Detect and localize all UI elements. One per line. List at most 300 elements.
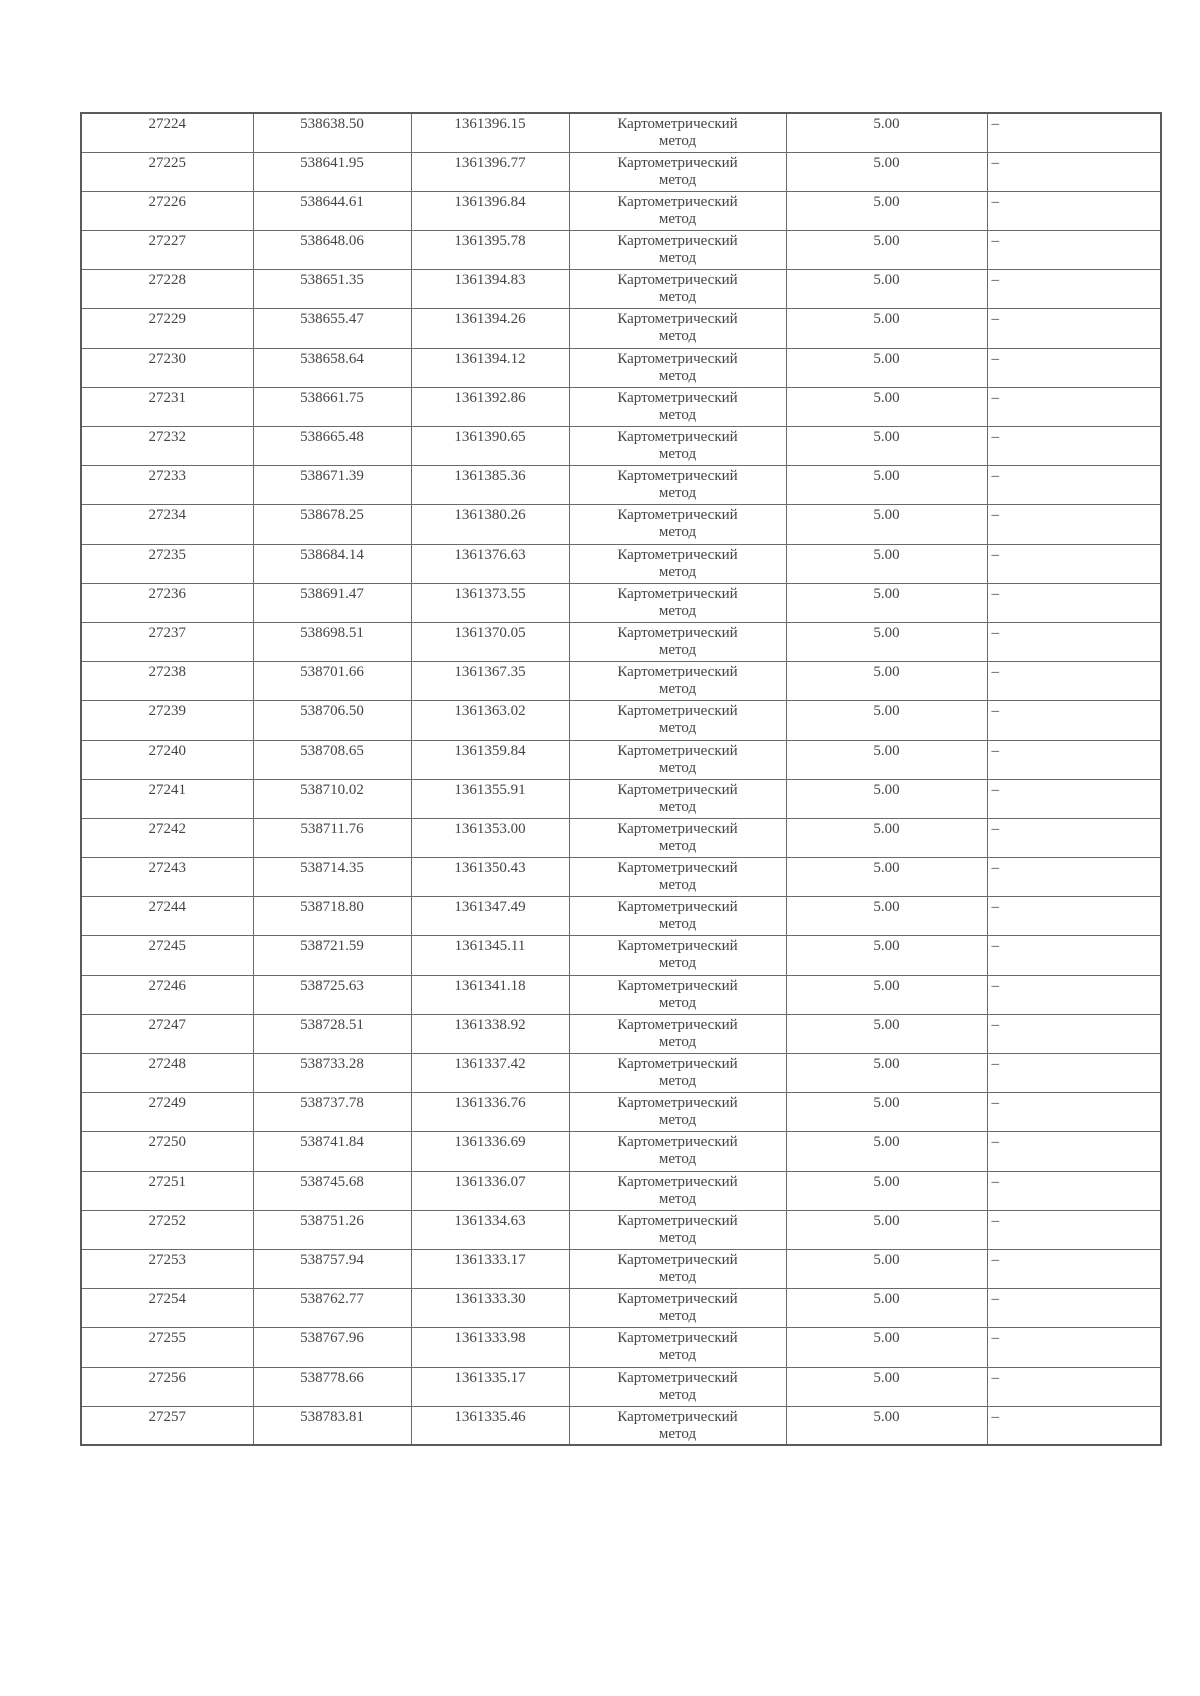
table-row — [81, 740, 1161, 779]
note-cell: – — [987, 191, 1161, 230]
note-cell: – — [987, 231, 1161, 270]
method-cell — [569, 936, 786, 975]
method-cell — [569, 1367, 786, 1406]
table-row — [81, 975, 1161, 1014]
note-cell: – — [987, 897, 1161, 936]
method-text-line: метод — [658, 1386, 697, 1403]
x-coordinate-cell: 538644.61 — [253, 191, 411, 230]
method-text-line: метод — [658, 250, 697, 267]
note-cell: – — [987, 1406, 1161, 1445]
x-coordinate-cell: 538708.65 — [253, 740, 411, 779]
accuracy-cell: 5.00 — [786, 1171, 987, 1210]
point-number-cell: 27234 — [81, 505, 253, 544]
method-text-line: метод — [658, 955, 697, 972]
accuracy-cell: 5.00 — [786, 231, 987, 270]
method-text-line: метод — [658, 1308, 697, 1325]
y-coordinate-cell: 1361390.65 — [411, 427, 569, 466]
method-cell — [569, 1093, 786, 1132]
method-text-line: метод — [658, 485, 697, 502]
point-number-cell: 27254 — [81, 1289, 253, 1328]
method-text-line: метод — [658, 1268, 697, 1285]
coordinates-table — [80, 112, 1162, 1446]
method-cell — [569, 662, 786, 701]
point-number-cell: 27244 — [81, 897, 253, 936]
point-number-cell: 27245 — [81, 936, 253, 975]
x-coordinate-cell: 538757.94 — [253, 1249, 411, 1288]
point-number-cell: 27246 — [81, 975, 253, 1014]
table-row — [81, 348, 1161, 387]
y-coordinate-cell: 1361396.15 — [411, 113, 569, 152]
y-coordinate-cell: 1361338.92 — [411, 1014, 569, 1053]
point-number-cell: 27249 — [81, 1093, 253, 1132]
method-text-line: метод — [658, 602, 697, 619]
y-coordinate-cell: 1361333.17 — [411, 1249, 569, 1288]
note-cell: – — [987, 1132, 1161, 1171]
point-number-cell: 27253 — [81, 1249, 253, 1288]
method-text-line: Картометрический — [617, 1056, 738, 1072]
x-coordinate-cell: 538665.48 — [253, 427, 411, 466]
note-cell: – — [987, 1093, 1161, 1132]
x-coordinate-cell: 538721.59 — [253, 936, 411, 975]
accuracy-cell: 5.00 — [786, 152, 987, 191]
x-coordinate-cell: 538701.66 — [253, 662, 411, 701]
y-coordinate-cell: 1361396.84 — [411, 191, 569, 230]
method-cell — [569, 466, 786, 505]
note-cell: – — [987, 662, 1161, 701]
y-coordinate-cell: 1361394.26 — [411, 309, 569, 348]
note-cell: – — [987, 309, 1161, 348]
method-cell — [569, 427, 786, 466]
note-cell: – — [987, 1249, 1161, 1288]
point-number-cell: 27229 — [81, 309, 253, 348]
note-cell: – — [987, 818, 1161, 857]
method-cell — [569, 1132, 786, 1171]
document-page — [80, 112, 1160, 1446]
x-coordinate-cell: 538751.26 — [253, 1210, 411, 1249]
accuracy-cell: 5.00 — [786, 1054, 987, 1093]
x-coordinate-cell: 538671.39 — [253, 466, 411, 505]
table-row — [81, 231, 1161, 270]
point-number-cell: 27255 — [81, 1328, 253, 1367]
table-row — [81, 662, 1161, 701]
y-coordinate-cell: 1361333.30 — [411, 1289, 569, 1328]
method-text-line: Картометрический — [617, 742, 738, 759]
table-row — [81, 779, 1161, 818]
method-text-line: метод — [658, 1425, 697, 1442]
table-row — [81, 113, 1161, 152]
method-text-line: Картометрический — [617, 1016, 738, 1033]
y-coordinate-cell: 1361394.12 — [411, 348, 569, 387]
y-coordinate-cell: 1361345.11 — [411, 936, 569, 975]
x-coordinate-cell: 538648.06 — [253, 231, 411, 270]
x-coordinate-cell: 538706.50 — [253, 701, 411, 740]
method-text-line: метод — [658, 1151, 697, 1168]
method-text-line: метод — [658, 406, 697, 423]
method-text-line: Картометрический — [617, 664, 738, 681]
y-coordinate-cell: 1361336.76 — [411, 1093, 569, 1132]
y-coordinate-cell: 1361353.00 — [411, 818, 569, 857]
method-cell — [569, 1406, 786, 1445]
accuracy-cell: 5.00 — [786, 191, 987, 230]
table-row — [81, 191, 1161, 230]
note-cell: – — [987, 1289, 1161, 1328]
method-cell — [569, 1014, 786, 1053]
x-coordinate-cell: 538641.95 — [253, 152, 411, 191]
x-coordinate-cell: 538728.51 — [253, 1014, 411, 1053]
x-coordinate-cell: 538661.75 — [253, 387, 411, 426]
accuracy-cell: 5.00 — [786, 544, 987, 583]
method-text-line: метод — [658, 641, 697, 658]
y-coordinate-cell: 1361363.02 — [411, 701, 569, 740]
method-cell — [569, 622, 786, 661]
x-coordinate-cell: 538651.35 — [253, 270, 411, 309]
y-coordinate-cell: 1361394.83 — [411, 270, 569, 309]
accuracy-cell: 5.00 — [786, 466, 987, 505]
x-coordinate-cell: 538638.50 — [253, 113, 411, 152]
y-coordinate-cell: 1361333.98 — [411, 1328, 569, 1367]
method-text-line: Картометрический — [617, 781, 738, 798]
table-row — [81, 1328, 1161, 1367]
x-coordinate-cell: 538710.02 — [253, 779, 411, 818]
y-coordinate-cell: 1361336.07 — [411, 1171, 569, 1210]
y-coordinate-cell: 1361341.18 — [411, 975, 569, 1014]
method-text-line: метод — [658, 1347, 697, 1364]
method-cell — [569, 818, 786, 857]
x-coordinate-cell: 538741.84 — [253, 1132, 411, 1171]
point-number-cell: 27252 — [81, 1210, 253, 1249]
y-coordinate-cell: 1361335.46 — [411, 1406, 569, 1445]
accuracy-cell: 5.00 — [786, 1289, 987, 1328]
table-row — [81, 583, 1161, 622]
note-cell: – — [987, 387, 1161, 426]
accuracy-cell: 5.00 — [786, 1406, 987, 1445]
note-cell: – — [987, 1014, 1161, 1053]
note-cell: – — [987, 348, 1161, 387]
method-cell — [569, 348, 786, 387]
accuracy-cell: 5.00 — [786, 622, 987, 661]
note-cell: – — [987, 975, 1161, 1014]
method-text-line: метод — [658, 328, 697, 345]
method-text-line: метод — [658, 1073, 697, 1089]
method-cell — [569, 113, 786, 152]
point-number-cell: 27238 — [81, 662, 253, 701]
point-number-cell: 27231 — [81, 387, 253, 426]
table-row — [81, 1406, 1161, 1445]
accuracy-cell: 5.00 — [786, 427, 987, 466]
x-coordinate-cell: 538745.68 — [253, 1171, 411, 1210]
table-row — [81, 1210, 1161, 1249]
note-cell: – — [987, 740, 1161, 779]
method-text-line: Картометрический — [617, 1134, 738, 1151]
method-cell — [569, 858, 786, 897]
y-coordinate-cell: 1361376.63 — [411, 544, 569, 583]
note-cell: – — [987, 1054, 1161, 1093]
point-number-cell: 27230 — [81, 348, 253, 387]
coordinates-table-body — [81, 113, 1161, 1445]
point-number-cell: 27243 — [81, 858, 253, 897]
method-cell — [569, 1289, 786, 1328]
y-coordinate-cell: 1361334.63 — [411, 1210, 569, 1249]
method-cell — [569, 387, 786, 426]
method-text-line: Картометрический — [617, 1095, 738, 1112]
y-coordinate-cell: 1361380.26 — [411, 505, 569, 544]
method-text-line: Картометрический — [617, 820, 738, 837]
table-row — [81, 1132, 1161, 1171]
method-text-line: метод — [658, 994, 697, 1011]
y-coordinate-cell: 1361367.35 — [411, 662, 569, 701]
y-coordinate-cell: 1361336.69 — [411, 1132, 569, 1171]
accuracy-cell: 5.00 — [786, 1014, 987, 1053]
table-row — [81, 701, 1161, 740]
method-cell — [569, 270, 786, 309]
note-cell: – — [987, 1171, 1161, 1210]
accuracy-cell: 5.00 — [786, 701, 987, 740]
method-text-line: метод — [658, 210, 697, 227]
method-text-line: Картометрический — [617, 1173, 738, 1190]
y-coordinate-cell: 1361392.86 — [411, 387, 569, 426]
method-text-line: метод — [658, 446, 697, 462]
point-number-cell: 27241 — [81, 779, 253, 818]
method-cell — [569, 1054, 786, 1093]
point-number-cell: 27250 — [81, 1132, 253, 1171]
accuracy-cell: 5.00 — [786, 1093, 987, 1132]
method-text-line: Картометрический — [617, 703, 738, 720]
method-text-line: Картометрический — [617, 116, 738, 132]
table-row — [81, 309, 1161, 348]
x-coordinate-cell: 538678.25 — [253, 505, 411, 544]
note-cell: – — [987, 1367, 1161, 1406]
point-number-cell: 27239 — [81, 701, 253, 740]
table-row — [81, 544, 1161, 583]
method-cell — [569, 583, 786, 622]
method-text-line: Картометрический — [617, 585, 738, 602]
method-cell — [569, 1328, 786, 1367]
x-coordinate-cell: 538725.63 — [253, 975, 411, 1014]
note-cell: – — [987, 1328, 1161, 1367]
method-text-line: Картометрический — [617, 899, 738, 916]
accuracy-cell: 5.00 — [786, 897, 987, 936]
accuracy-cell: 5.00 — [786, 662, 987, 701]
x-coordinate-cell: 538778.66 — [253, 1367, 411, 1406]
method-text-line: метод — [658, 681, 697, 698]
method-text-line: Картометрический — [617, 272, 738, 289]
y-coordinate-cell: 1361355.91 — [411, 779, 569, 818]
table-row — [81, 1367, 1161, 1406]
method-text-line: Картометрический — [617, 1408, 738, 1425]
accuracy-cell: 5.00 — [786, 936, 987, 975]
method-text-line: Картометрический — [617, 624, 738, 641]
note-cell: – — [987, 270, 1161, 309]
x-coordinate-cell: 538762.77 — [253, 1289, 411, 1328]
method-cell — [569, 544, 786, 583]
point-number-cell: 27227 — [81, 231, 253, 270]
method-text-line: Картометрический — [617, 977, 738, 994]
table-row — [81, 505, 1161, 544]
method-text-line: метод — [658, 916, 697, 933]
x-coordinate-cell: 538658.64 — [253, 348, 411, 387]
point-number-cell: 27233 — [81, 466, 253, 505]
point-number-cell: 27226 — [81, 191, 253, 230]
point-number-cell: 27251 — [81, 1171, 253, 1210]
y-coordinate-cell: 1361396.77 — [411, 152, 569, 191]
method-cell — [569, 152, 786, 191]
accuracy-cell: 5.00 — [786, 113, 987, 152]
method-cell — [569, 191, 786, 230]
accuracy-cell: 5.00 — [786, 270, 987, 309]
y-coordinate-cell: 1361359.84 — [411, 740, 569, 779]
method-cell — [569, 231, 786, 270]
method-cell — [569, 309, 786, 348]
method-text-line: Картометрический — [617, 1369, 738, 1386]
table-row — [81, 1093, 1161, 1132]
point-number-cell: 27237 — [81, 622, 253, 661]
method-cell — [569, 1249, 786, 1288]
x-coordinate-cell: 538783.81 — [253, 1406, 411, 1445]
note-cell: – — [987, 622, 1161, 661]
note-cell: – — [987, 1210, 1161, 1249]
method-text-line: Картометрический — [617, 233, 738, 250]
method-text-line: метод — [658, 1112, 697, 1129]
accuracy-cell: 5.00 — [786, 505, 987, 544]
method-cell — [569, 1171, 786, 1210]
y-coordinate-cell: 1361335.17 — [411, 1367, 569, 1406]
method-cell — [569, 740, 786, 779]
accuracy-cell: 5.00 — [786, 1132, 987, 1171]
accuracy-cell: 5.00 — [786, 1367, 987, 1406]
point-number-cell: 27225 — [81, 152, 253, 191]
point-number-cell: 27248 — [81, 1054, 253, 1093]
method-text-line: Картометрический — [617, 860, 738, 877]
point-number-cell: 27242 — [81, 818, 253, 857]
method-text-line: Картометрический — [617, 546, 738, 563]
accuracy-cell: 5.00 — [786, 1210, 987, 1249]
method-text-line: метод — [658, 563, 697, 580]
method-text-line: Картометрический — [617, 1212, 738, 1229]
accuracy-cell: 5.00 — [786, 740, 987, 779]
method-text-line: метод — [658, 720, 697, 737]
method-cell — [569, 897, 786, 936]
table-row — [81, 152, 1161, 191]
method-text-line: Картометрический — [617, 350, 738, 367]
note-cell: – — [987, 427, 1161, 466]
note-cell: – — [987, 466, 1161, 505]
accuracy-cell: 5.00 — [786, 975, 987, 1014]
x-coordinate-cell: 538698.51 — [253, 622, 411, 661]
method-text-line: Картометрический — [617, 154, 738, 171]
note-cell: – — [987, 779, 1161, 818]
method-cell — [569, 779, 786, 818]
y-coordinate-cell: 1361395.78 — [411, 231, 569, 270]
table-row — [81, 858, 1161, 897]
table-row — [81, 1014, 1161, 1053]
x-coordinate-cell: 538655.47 — [253, 309, 411, 348]
table-row — [81, 1054, 1161, 1093]
x-coordinate-cell: 538718.80 — [253, 897, 411, 936]
x-coordinate-cell: 538691.47 — [253, 583, 411, 622]
note-cell: – — [987, 583, 1161, 622]
point-number-cell: 27228 — [81, 270, 253, 309]
table-row — [81, 1289, 1161, 1328]
y-coordinate-cell: 1361337.42 — [411, 1054, 569, 1093]
method-text-line: метод — [658, 1190, 697, 1207]
accuracy-cell: 5.00 — [786, 779, 987, 818]
accuracy-cell: 5.00 — [786, 348, 987, 387]
table-row — [81, 936, 1161, 975]
method-text-line: Картометрический — [617, 1251, 738, 1268]
method-text-line: Картометрический — [617, 193, 738, 210]
note-cell: – — [987, 936, 1161, 975]
point-number-cell: 27247 — [81, 1014, 253, 1053]
method-cell — [569, 701, 786, 740]
method-text-line: метод — [658, 1229, 697, 1246]
table-row — [81, 387, 1161, 426]
x-coordinate-cell: 538711.76 — [253, 818, 411, 857]
table-row — [81, 897, 1161, 936]
y-coordinate-cell: 1361347.49 — [411, 897, 569, 936]
method-text-line: Картометрический — [617, 468, 738, 485]
x-coordinate-cell: 538733.28 — [253, 1054, 411, 1093]
x-coordinate-cell: 538767.96 — [253, 1328, 411, 1367]
y-coordinate-cell: 1361370.05 — [411, 622, 569, 661]
note-cell: – — [987, 701, 1161, 740]
method-text-line: метод — [658, 133, 697, 149]
method-text-line: метод — [658, 759, 697, 776]
method-text-line: метод — [658, 1033, 697, 1050]
method-text-line: Картометрический — [617, 507, 738, 524]
x-coordinate-cell: 538684.14 — [253, 544, 411, 583]
point-number-cell: 27257 — [81, 1406, 253, 1445]
method-text-line: Картометрический — [617, 1291, 738, 1308]
method-text-line: Картометрический — [617, 311, 738, 328]
method-text-line: метод — [658, 289, 697, 306]
accuracy-cell: 5.00 — [786, 818, 987, 857]
method-cell — [569, 975, 786, 1014]
method-text-line: метод — [658, 877, 697, 894]
note-cell: – — [987, 113, 1161, 152]
y-coordinate-cell: 1361373.55 — [411, 583, 569, 622]
accuracy-cell: 5.00 — [786, 583, 987, 622]
method-text-line: метод — [658, 171, 697, 188]
table-row — [81, 1171, 1161, 1210]
note-cell: – — [987, 544, 1161, 583]
table-row — [81, 622, 1161, 661]
x-coordinate-cell: 538714.35 — [253, 858, 411, 897]
method-cell — [569, 505, 786, 544]
table-row — [81, 466, 1161, 505]
method-text-line: метод — [658, 524, 697, 541]
table-row — [81, 818, 1161, 857]
method-text-line: метод — [658, 798, 697, 815]
point-number-cell: 27240 — [81, 740, 253, 779]
table-row — [81, 427, 1161, 466]
method-text-line: Картометрический — [617, 938, 738, 955]
y-coordinate-cell: 1361350.43 — [411, 858, 569, 897]
note-cell: – — [987, 858, 1161, 897]
point-number-cell: 27224 — [81, 113, 253, 152]
y-coordinate-cell: 1361385.36 — [411, 466, 569, 505]
point-number-cell: 27256 — [81, 1367, 253, 1406]
note-cell: – — [987, 505, 1161, 544]
method-text-line: Картометрический — [617, 429, 738, 445]
point-number-cell: 27236 — [81, 583, 253, 622]
point-number-cell: 27232 — [81, 427, 253, 466]
method-text-line: Картометрический — [617, 1330, 738, 1347]
accuracy-cell: 5.00 — [786, 309, 987, 348]
method-cell — [569, 1210, 786, 1249]
point-number-cell: 27235 — [81, 544, 253, 583]
accuracy-cell: 5.00 — [786, 1249, 987, 1288]
accuracy-cell: 5.00 — [786, 858, 987, 897]
